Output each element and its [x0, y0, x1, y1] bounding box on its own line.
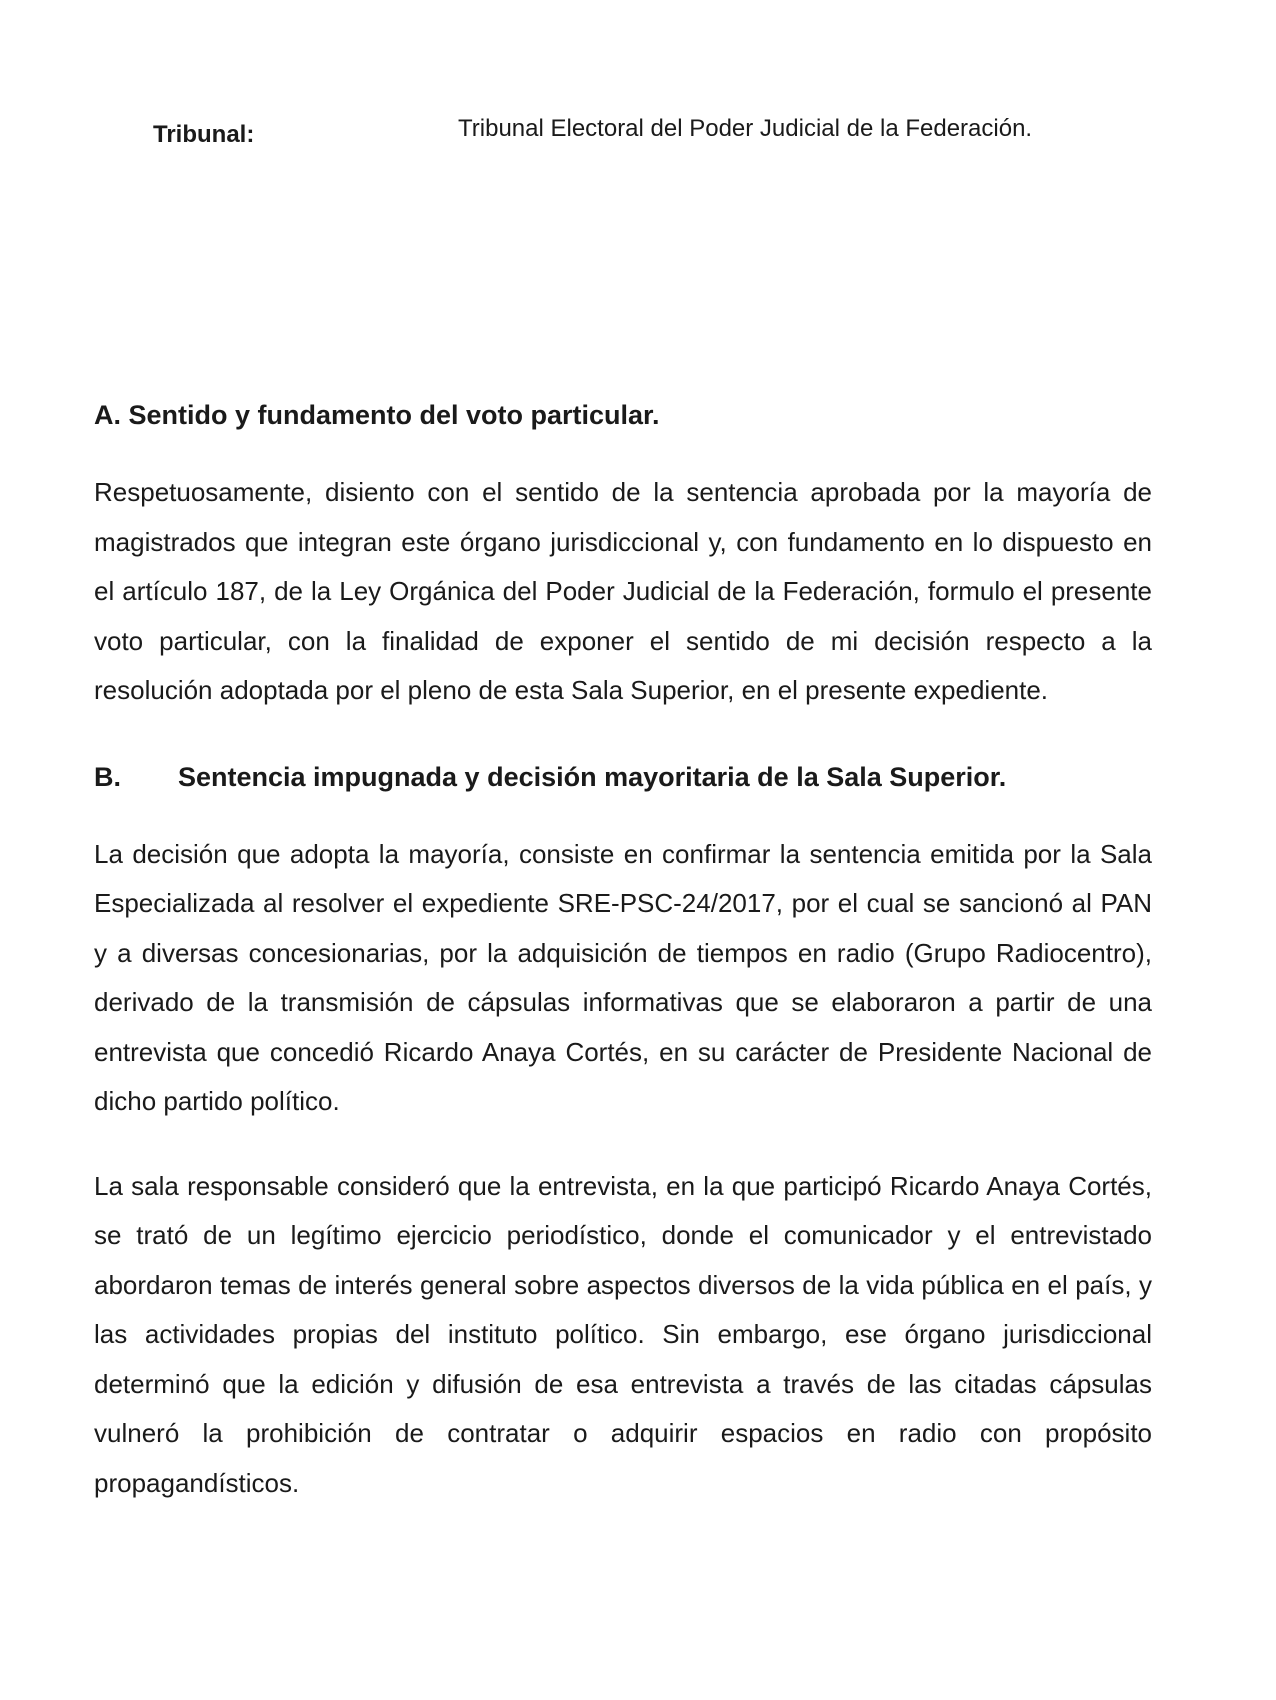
- header-row: [153, 115, 1153, 155]
- section-b-number: B.: [94, 761, 121, 792]
- header-label: Tribunal:: [153, 121, 255, 148]
- section-b-paragraph-1: La decisión que adopta la mayoría, consiste en confirmar la sentencia emitida por la Sala Especializada al resolver el expediente SRE-PSC-24/2017, por el cual se sancionó al PAN y a diversas concesionarias, por la adquisición de tiempos en radio (Grupo Radiocentro), derivado de la transmisión de cápsulas informativas que se elaboraron a partir de una entrevista que concedió Ricardo Anaya Cortés, en su carácter de Presidente Nacional de dicho partido político.: [94, 838, 1152, 1116]
- section-b-heading: [94, 760, 1152, 794]
- section-b-paragraph-2: La sala responsable consideró que la entrevista, en la que participó Ricardo Anaya Cortés, se trató de un legítimo ejercicio periodístico, donde el comunicador y el entrevistado abordaron temas de interés general sobre aspectos diversos de la vida pública en el país, y las actividades propias del instituto político. Sin embargo, ese órgano jurisdiccional determinó que la edición y difusión de esa entrevista a través de las citadas cápsulas vulneró la prohibición de contratar o adquirir espacios en radio con propósito propagandísticos.: [94, 1170, 1152, 1498]
- section-a-heading: A. Sentido y fundamento del voto particular.: [94, 400, 660, 430]
- section-a-paragraph: Respetuosamente, disiento con el sentido de la sentencia aprobada por la mayoría de magistrados que integran este órgano jurisdiccional y, con fundamento en lo dispuesto en el artículo 187, de la Ley Orgánica del Poder Judicial de la Federación, formulo el presente voto particular, con la finalidad de exponer el sentido de mi decisión respecto a la resolución adoptada por el pleno de esta Sala Superior, en el presente expediente.: [94, 477, 1152, 705]
- section-b-title: Sentencia impugnada y decisión mayoritaria de la Sala Superior.: [178, 761, 1007, 792]
- document-body: [94, 398, 1152, 1508]
- header-value: Tribunal Electoral del Poder Judicial de la Federación.: [458, 115, 1033, 142]
